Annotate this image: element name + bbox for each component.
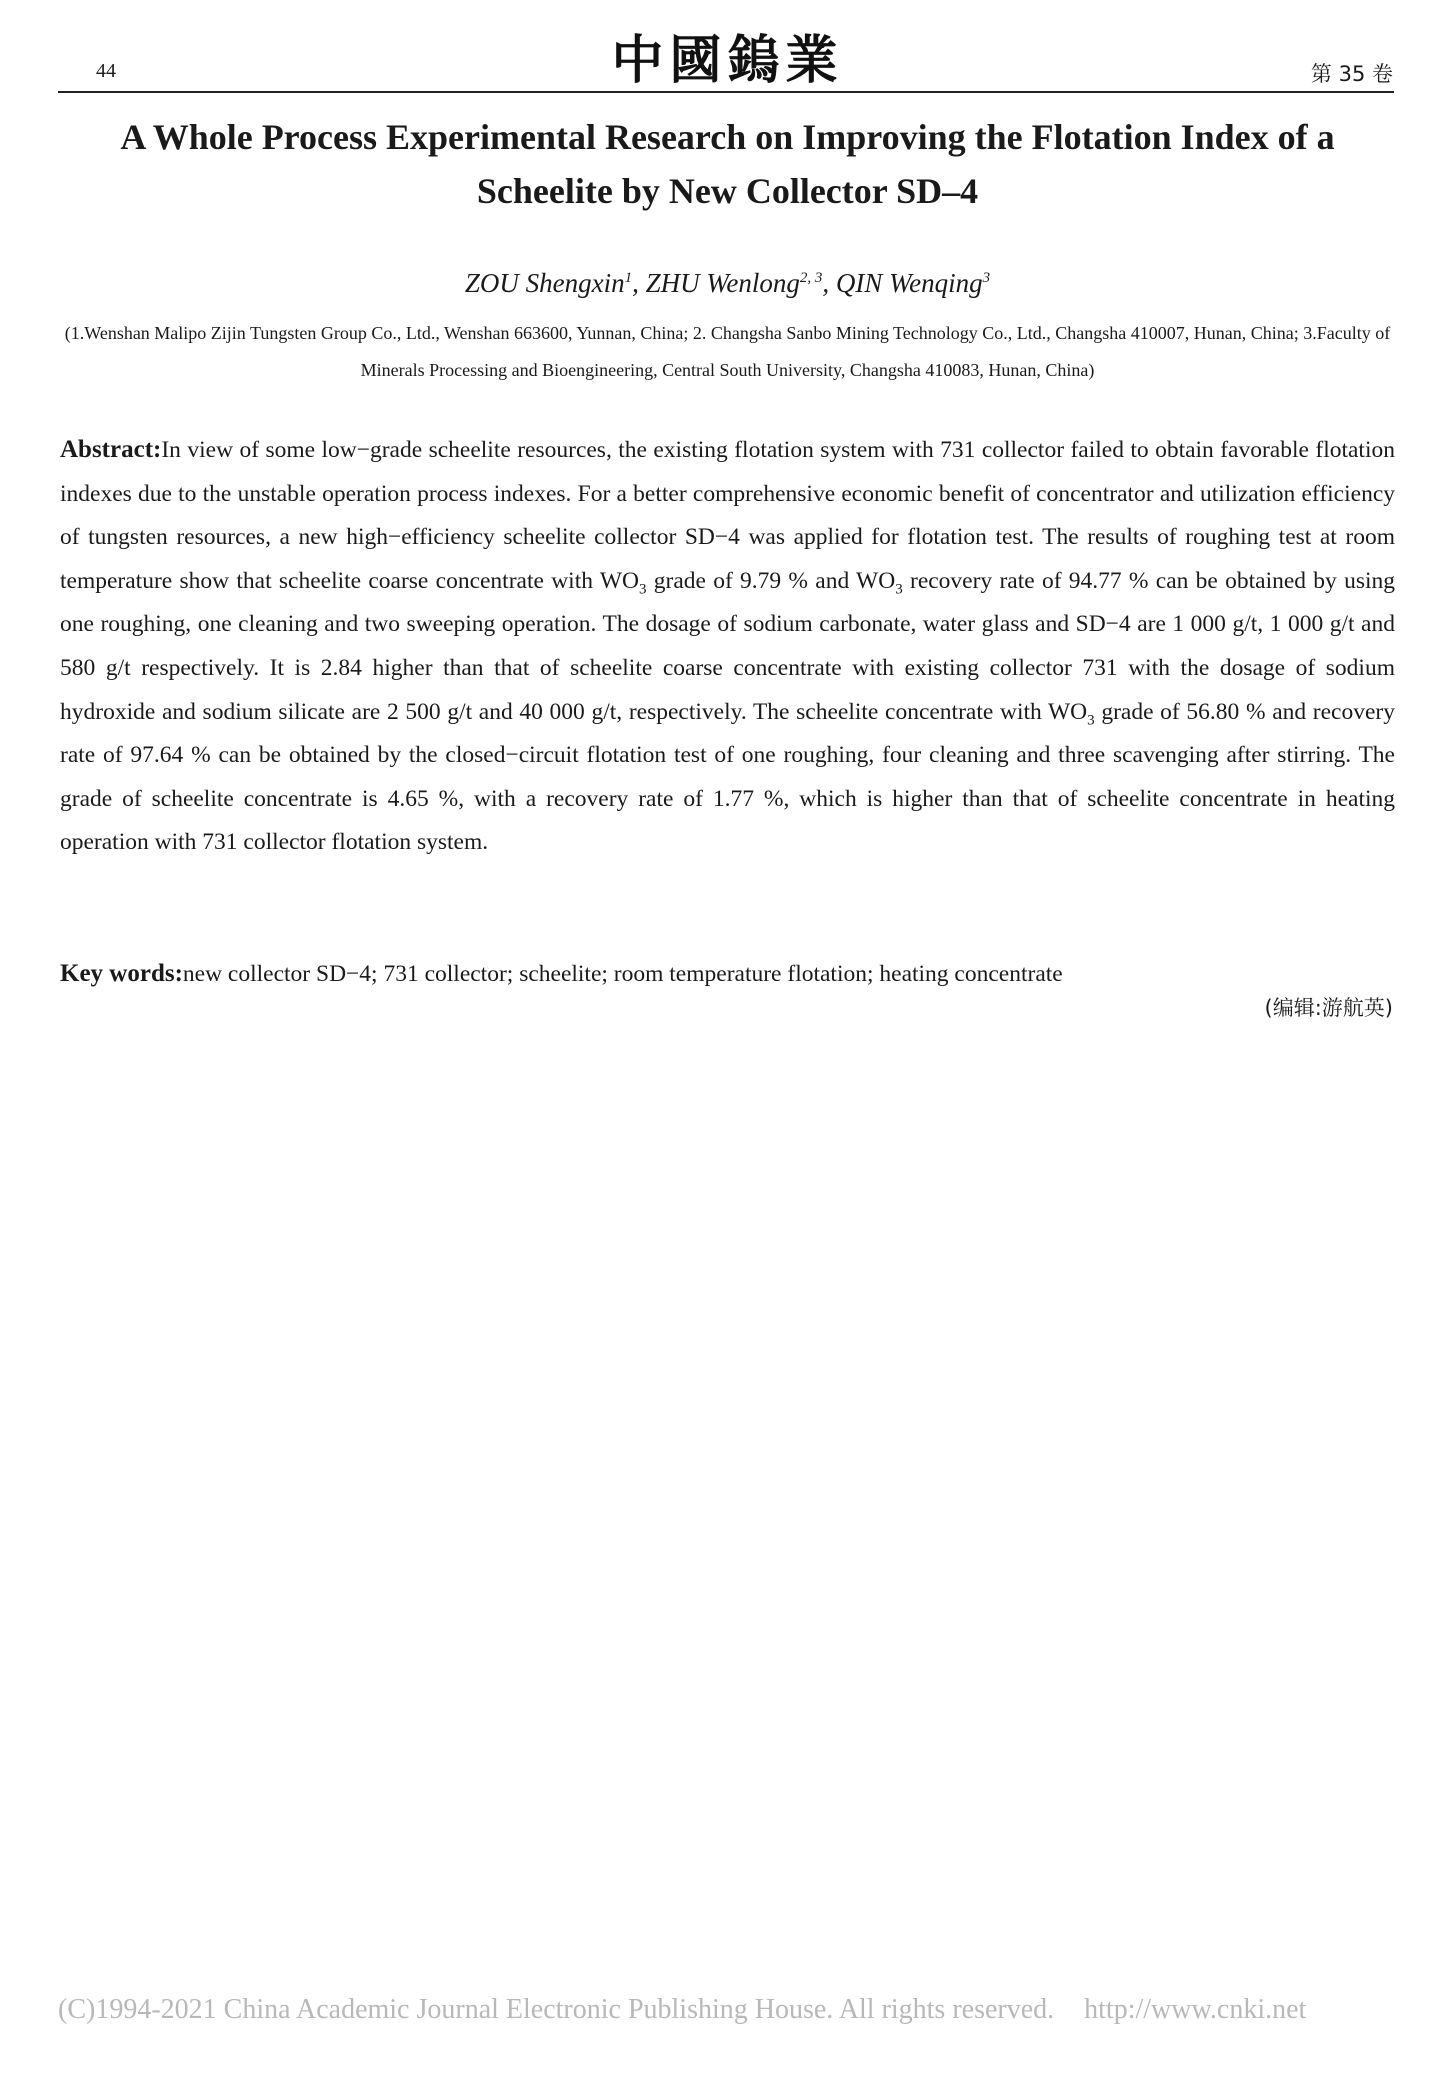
- volume-label: 第 35 卷: [1310, 62, 1393, 86]
- abstract-text: In view of some low−grade scheelite resources, the existing flotation system with 731 collector failed to obtain favorable flotation indexes due to the unstable operation process indexes. For a better comprehensive economic benefit of concentrator and utilization efficiency of tungsten resources, a new high−efficiency scheelite collector SD−4 was applied for flotation test. The results of roughing test at room temperature show that scheelite coarse concentrate with WO: [60, 437, 1395, 594]
- journal-name-logo: 中國鎢業: [611, 30, 844, 91]
- author-name: QIN Wenqing: [835, 268, 983, 298]
- keywords-text: new collector SD−4; 731 collector; scheelite; room temperature flotation; heating concentrate: [182, 961, 1063, 987]
- article-title: A Whole Process Experimental Research on Improving the Flotation Index of a Scheelite by New Collector SD–4: [120, 117, 1335, 211]
- author-list: ZOU Shengxin$^1$, ZHU Wenlong$^{2, 3}$, QIN Wenqing$^3$: [464, 268, 991, 298]
- affiliations: (1.Wenshan Malipo Zijin Tungsten Group Co., Ltd., Wenshan 663600, Yunnan, China; 2. Changsha Sanbo Mining Technology Co., Ltd., Changsha 410007, Hunan, China; 3.Faculty of Minerals Processing and Bioengineering, Central South University, Changsha 410083, Hunan, China): [64, 323, 1391, 380]
- author-affiliation-marker: 3: [982, 270, 991, 286]
- abstract-text: grade of 56.80 % and recovery rate of 97.64 % can be obtained by the closed−circuit flotation test of one roughing, four cleaning and three scavenging after stirring. The grade of scheelite concentrate is 4.65 %, with a recovery rate of 1.77 %, which is higher than that of scheelite concentrate in heating operation with 731 collector flotation system.: [60, 698, 1395, 856]
- author-name: ZOU Shengxin: [464, 268, 625, 298]
- abstract-label: Abstract:: [60, 436, 162, 463]
- abstract-text: grade of 9.79 % and WO: [646, 567, 896, 594]
- subscript: 3: [1087, 712, 1095, 729]
- author-affiliation-marker: 1: [624, 270, 633, 286]
- editor-credit: (编辑:游航英): [1264, 996, 1393, 1020]
- footer-url: http://www.cnki.net: [1084, 1994, 1307, 2025]
- copyright-footer: [58, 1994, 1306, 2026]
- copyright-text: (C)1994-2021 China Academic Journal Electronic Publishing House. All rights reserved.: [58, 1994, 1055, 2025]
- abstract-text: recovery rate of 94.77 % can be obtained by using one roughing, one cleaning and two sweeping operation. The dosage of sodium carbonate, water glass and SD−4 are 1 000 g/t, 1 000 g/t and 580 g/t respectively. It is 2.84 higher than that of scheelite coarse concentrate with existing collector 731 with the dosage of sodium hydroxide and sodium silicate are 2 500 g/t and 40 000 g/t, respectively. The scheelite concentrate with WO: [60, 567, 1395, 725]
- subscript: 3: [638, 581, 647, 598]
- author-affiliation-marker: 2, 3: [799, 270, 823, 286]
- header-divider: [58, 91, 1394, 93]
- keywords: [60, 952, 1395, 996]
- abstract: [60, 428, 1395, 865]
- keywords-label: Key words:: [60, 960, 183, 987]
- subscript: 3: [895, 581, 903, 598]
- author-name: ZHU Wenlong: [645, 268, 800, 298]
- page-number: 44: [96, 60, 116, 82]
